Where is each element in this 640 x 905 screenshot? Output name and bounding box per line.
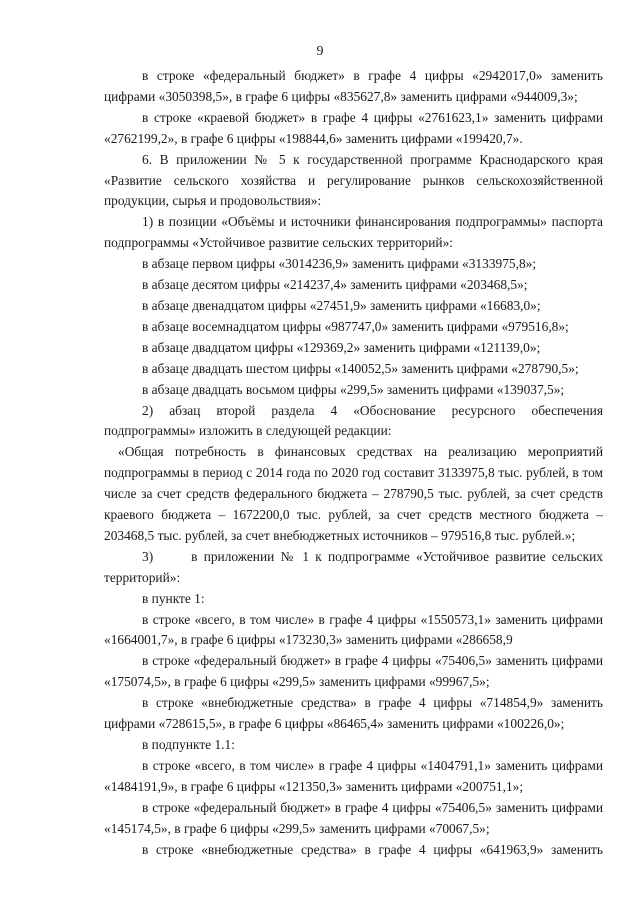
item-3-number: 3) — [142, 548, 154, 564]
document-body — [104, 66, 603, 860]
paragraph-appendix-5: 6. В приложении № 5 к государственной программе Краснодарского края «Развитие сельского хозяйства и регулирование рынков сельскохозяйственной продукции, сырья и продовольствия»: — [104, 151, 603, 209]
paragraph-abzats-first: в абзаце первом цифры «3014236,9» заменить цифрами «3133975,8»; — [142, 256, 537, 272]
paragraph-item-2: 2) абзац второй раздела 4 «Обоснование ресурсного обеспечения подпрограммы» изложить в следующей редакции: — [104, 402, 603, 439]
paragraph-abzats-twenty-sixth: в абзаце двадцать шестом цифры «140052,5» заменить цифрами «278790,5»; — [142, 360, 579, 376]
paragraph-federal-row: в строке «федеральный бюджет» в графе 4 цифры «75406,5» заменить цифрами «175074,5», в графе 6 цифры «299,5» заменить цифрами «99967,5»; — [104, 653, 603, 690]
paragraph-abzats-eighteenth: в абзаце восемнадцатом цифры «987747,0» заменить цифрами «979516,8»; — [142, 318, 569, 334]
page-number: 9 — [316, 44, 324, 59]
paragraph-item-3 — [104, 547, 603, 589]
paragraph-extrabudget-row-1-1: в строке «внебюджетные средства» в графе 4 цифры «641963,9» заменить — [142, 841, 603, 857]
paragraph-quote: «Общая потребность в финансовых средствах на реализацию мероприятий подпрограммы в период с 2014 года по 2020 год составит 3133975,8 тыс. рублей, в том числе за счет средств федерального бюджета – 278790,5 тыс. рублей, за счет средств краевого бюджета – 1672200,0 тыс. рублей, за счет средств местного бюджета – 203468,5 тыс. рублей, за счет внебюджетных источников – 979516,8 тыс. рублей.»; — [104, 444, 603, 543]
paragraph-abzats-twenty-eighth: в абзаце двадцать восьмом цифры «299,5» заменить цифрами «139037,5»; — [142, 381, 565, 397]
item-3-text: в приложении № 1 к подпрограмме «Устойчивое развитие сельских территорий»: — [104, 548, 603, 585]
paragraph-federal-budget: в строке «федеральный бюджет» в графе 4 цифры «2942017,0» заменить цифрами «3050398,5», в графе 6 цифры «835627,8» заменить цифрами «944009,3»; — [104, 68, 603, 104]
paragraph-total-row: в строке «всего, в том числе» в графе 4 цифры «1550573,1» заменить цифрами «1664001,7», в графе 6 цифры «173230,3» заменить цифрами «286658,9 — [104, 611, 603, 648]
paragraph-abzats-twentieth: в абзаце двадцатом цифры «129369,2» заменить цифрами «121139,0»; — [142, 339, 541, 355]
paragraph-regional-budget: в строке «краевой бюджет» в графе 4 цифры «2761623,1» заменить цифрами «2762199,2», в графе 6 цифры «198844,6» заменить цифрами «199420,7». — [104, 109, 603, 146]
paragraph-abzats-twelfth: в абзаце двенадцатом цифры «27451,9» заменить цифрами «16683,0»; — [142, 297, 541, 313]
paragraph-total-row-1-1: в строке «всего, в том числе» в графе 4 цифры «1404791,1» заменить цифрами «1484191,9», в графе 6 цифры «121350,3» заменить цифрами «200751,1»; — [104, 757, 603, 794]
paragraph-federal-row-1-1: в строке «федеральный бюджет» в графе 4 цифры «75406,5» заменить цифрами «145174,5», в графе 6 цифры «299,5» заменить цифрами «70067,5»; — [104, 799, 603, 836]
paragraph-subpoint-1-1: в подпункте 1.1: — [142, 737, 235, 752]
paragraph-extrabudget-row: в строке «внебюджетные средства» в графе 4 цифры «714854,9» заменить цифрами «728615,5», в графе 6 цифры «86465,4» заменить цифрами «100226,0»; — [104, 695, 603, 732]
paragraph-point-1: в пункте 1: — [142, 590, 205, 606]
paragraph-item-1: 1) в позиции «Объёмы и источники финансирования подпрограммы» паспорта подпрограммы «Устойчивое развитие сельских территорий»: — [104, 214, 603, 251]
paragraph-abzats-tenth: в абзаце десятом цифры «214237,4» заменить цифрами «203468,5»; — [142, 277, 528, 293]
